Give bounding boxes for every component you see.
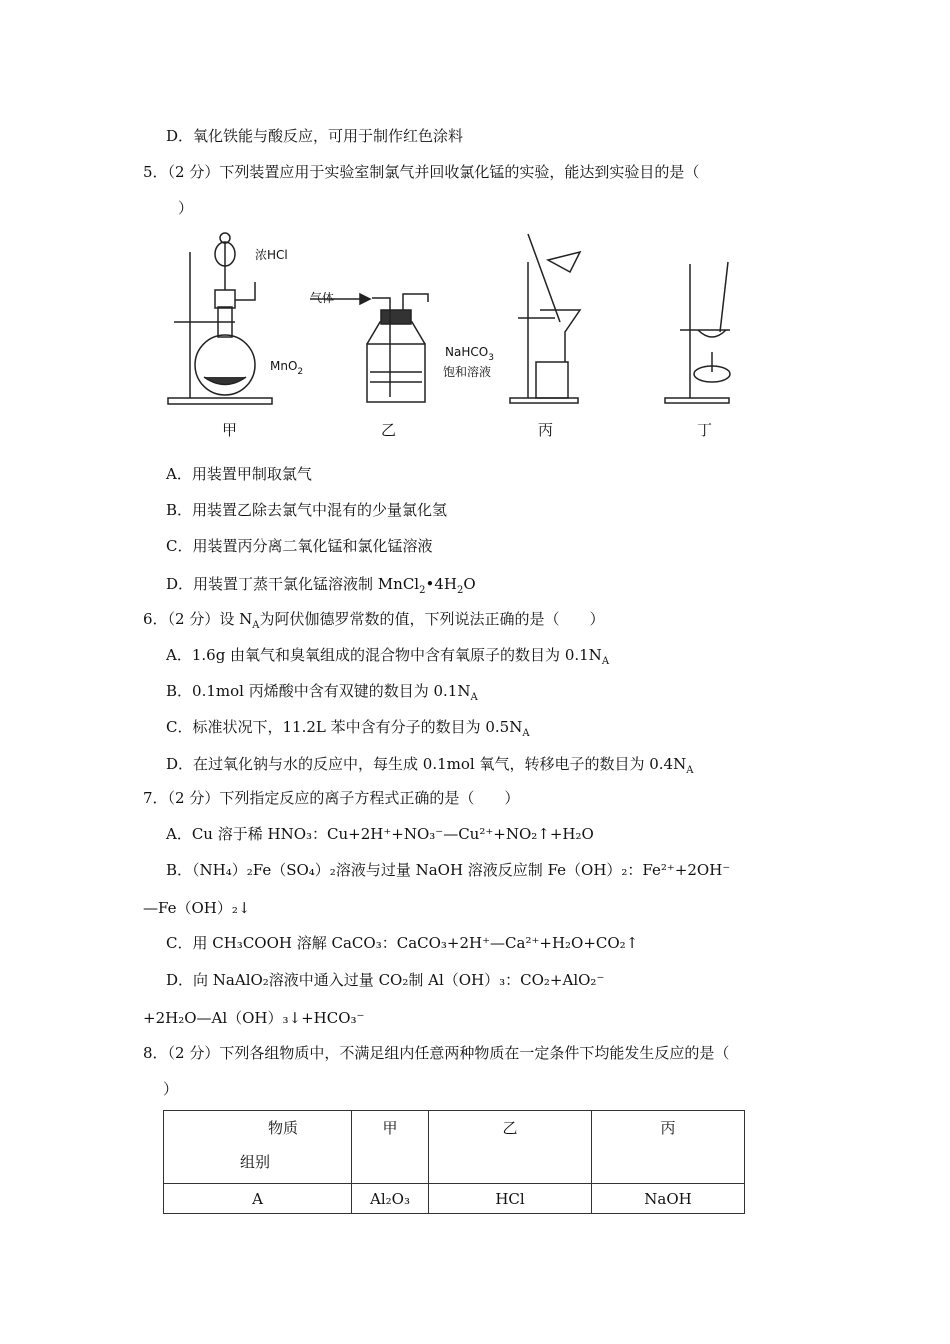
label-gas: 气体 bbox=[310, 291, 335, 305]
q7-option-d: D．向 NaAlO₂溶液中通入过量 CO₂制 Al（OH）₃：CO₂+AlO₂⁻ bbox=[166, 971, 605, 989]
table-cell: A bbox=[164, 1184, 352, 1214]
label-hcl: 浓HCl bbox=[255, 248, 288, 262]
q5-stem: 5．（2 分）下列装置应用于实验室制氯气并回收氯化锰的实验，能达到实验目的是（ bbox=[143, 163, 700, 181]
q4-option-d: D．氧化铁能与酸反应，可用于制作红色涂料 bbox=[166, 127, 464, 145]
q7-option-c: C．用 CH₃COOH 溶解 CaCO₃：CaCO₃+2H⁺—Ca²⁺+H₂O+CO₂↑ bbox=[166, 934, 639, 952]
q7-option-b: B．（NH₄）₂Fe（SO₄）₂溶液与过量 NaOH 溶液反应制 Fe（OH）₂：Fe²⁺+2OH⁻ bbox=[166, 861, 731, 879]
corner-top-label: 物质 bbox=[268, 1119, 299, 1137]
label-nahco3: NaHCO$_3$ bbox=[445, 345, 494, 363]
apparatus-figure bbox=[160, 222, 760, 447]
label-mno2: MnO$_2$ bbox=[270, 359, 304, 377]
caption-bing: 丙 bbox=[538, 421, 554, 439]
caption-yi: 乙 bbox=[381, 421, 397, 439]
q8-stem-tail: ） bbox=[163, 1080, 179, 1098]
table-cell: HCl bbox=[429, 1184, 592, 1214]
q7-option-d-cont: +2H₂O—Al（OH）₃↓+HCO₃⁻ bbox=[143, 1009, 365, 1027]
q8-stem: 8．（2 分）下列各组物质中，不满足组内任意两种物质在一定条件下均能发生反应的是（ bbox=[143, 1044, 730, 1062]
table-cell: NaOH bbox=[592, 1184, 745, 1214]
header-bing: 丙 bbox=[592, 1111, 745, 1184]
q5-stem-tail: ） bbox=[178, 199, 194, 217]
q6-option-a: A．1.6g 由氧气和臭氧组成的混合物中含有氧原子的数目为 $0.1N_A$ bbox=[166, 646, 610, 667]
label-saturated: 饱和溶液 bbox=[443, 365, 492, 379]
q6-option-d: D．在过氧化钠与水的反应中，每生成 0.1mol 氧气，转移电子的数目为 $0.4N_A$ bbox=[166, 755, 694, 776]
q5-option-b: B．用装置乙除去氯气中混有的少量氯化氢 bbox=[166, 501, 448, 519]
corner-bottom-label: 组别 bbox=[240, 1153, 271, 1171]
caption-jia: 甲 bbox=[222, 421, 238, 439]
q8-table bbox=[163, 1110, 745, 1214]
q7-option-a: A．Cu 溶于稀 HNO₃：Cu+2H⁺+NO₃⁻—Cu²⁺+NO₂↑+H₂O bbox=[166, 825, 594, 843]
caption-ding: 丁 bbox=[697, 421, 713, 439]
table-corner-cell bbox=[164, 1111, 352, 1184]
q6-stem: 6．（2 分）设 $N_A$为阿伏伽德罗常数的值，下列说法正确的是（ ） bbox=[143, 610, 605, 631]
q5-option-d: D．用装置丁蒸干氯化锰溶液制 $MnCl_2•4H_2O$ bbox=[166, 575, 476, 596]
header-yi: 乙 bbox=[429, 1111, 592, 1184]
header-jia: 甲 bbox=[352, 1111, 429, 1184]
q6-option-b: B．0.1mol 丙烯酸中含有双键的数目为 $0.1N_A$ bbox=[166, 682, 478, 703]
q5-option-c: C．用装置丙分离二氧化锰和氯化锰溶液 bbox=[166, 537, 433, 555]
q6-option-c: C．标准状况下，11.2L 苯中含有分子的数目为 $0.5N_A$ bbox=[166, 718, 530, 739]
q5-option-a: A．用装置甲制取氯气 bbox=[166, 465, 312, 483]
q7-stem: 7．（2 分）下列指定反应的离子方程式正确的是（ ） bbox=[143, 789, 520, 807]
q7-option-b-cont: —Fe（OH）₂↓ bbox=[143, 899, 251, 917]
table-cell: Al₂O₃ bbox=[352, 1184, 429, 1214]
